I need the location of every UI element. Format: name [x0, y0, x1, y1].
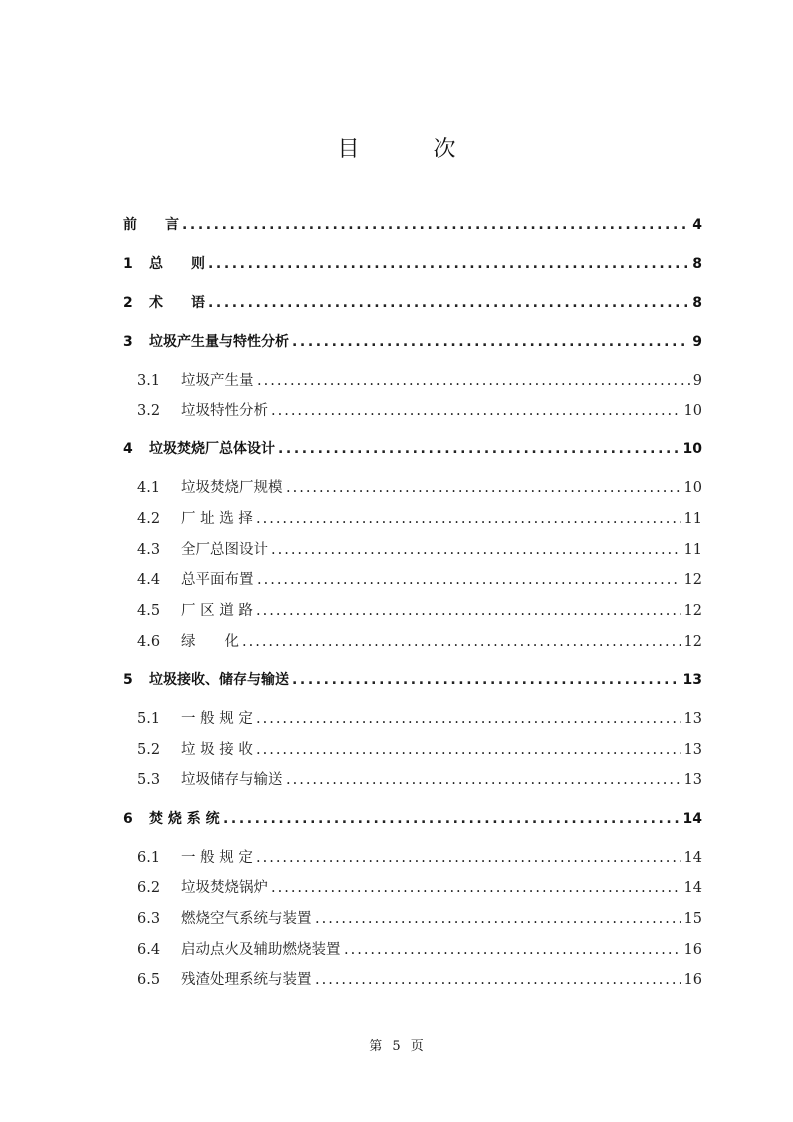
toc-entry-number: 6.1: [137, 850, 161, 866]
toc-entry-number: 4.4: [137, 572, 161, 588]
toc-entry-title: [137, 738, 256, 762]
toc-entry[interactable]: [0, 876, 793, 900]
toc-leader-dots: [256, 599, 681, 623]
toc-entry[interactable]: [0, 846, 793, 870]
toc-entry[interactable]: [0, 213, 793, 237]
toc-entry-title: [137, 938, 344, 962]
toc-entry-number: 6.4: [137, 942, 161, 958]
toc-entry-label: 垃 圾 接 收: [181, 742, 253, 758]
toc-entry-page-number: 10: [681, 399, 702, 423]
footer-page-number: 5: [392, 1039, 401, 1054]
toc-leader-dots: [292, 668, 680, 692]
toc-entry-label: 绿 化: [181, 634, 239, 650]
toc-entry-page-number: 10: [681, 476, 702, 500]
toc-entry-number: 4.2: [137, 511, 161, 527]
toc-entry-page-number: 4: [689, 213, 702, 237]
toc-entry-page-number: 16: [681, 968, 702, 992]
toc-entry-number: 3.2: [137, 403, 161, 419]
toc-entry[interactable]: [0, 252, 793, 276]
toc-leader-dots: [256, 846, 681, 870]
toc-entry-number: 5.2: [137, 742, 161, 758]
toc-entry[interactable]: [0, 630, 793, 654]
toc-leader-dots: [271, 538, 681, 562]
toc-entry-title: [123, 291, 208, 315]
toc-leader-dots: [315, 907, 681, 931]
toc-entry-number: 4: [123, 441, 133, 457]
toc-entry-label: 垃圾焚烧厂总体设计: [149, 441, 275, 457]
toc-entry-title: [123, 252, 208, 276]
toc-entry-number: 4.5: [137, 603, 161, 619]
toc-entry-label: 总平面布置: [181, 572, 254, 588]
toc-entry-page-number: 11: [681, 507, 702, 531]
toc-entry-title: [137, 399, 271, 423]
toc-entry-number: 3.1: [137, 373, 161, 389]
toc-leader-dots: [257, 369, 690, 393]
toc-entry-page-number: 15: [681, 907, 702, 931]
page-title: 目 次: [337, 137, 482, 162]
toc-entry-page-number: 16: [681, 938, 702, 962]
toc-entry-number: 5.3: [137, 772, 161, 788]
toc-entry-title: [137, 630, 242, 654]
toc-entry-label: 垃圾焚烧锅炉: [181, 880, 268, 896]
toc-entry-label: 垃圾特性分析: [181, 403, 268, 419]
toc-entry-page-number: 8: [689, 252, 702, 276]
toc-entry-title: [137, 599, 256, 623]
toc-entry-title: [137, 507, 256, 531]
toc-leader-dots: [257, 568, 681, 592]
toc-entry-title: [137, 538, 271, 562]
toc-entry-label: 厂 址 选 择: [181, 511, 253, 527]
toc-entry[interactable]: [0, 807, 793, 831]
toc-entry-page-number: 13: [681, 768, 702, 792]
toc-entry-label: 一 般 规 定: [181, 850, 253, 866]
toc-entry-page-number: 14: [681, 846, 702, 870]
toc-entry[interactable]: [0, 938, 793, 962]
toc-entry-label: 垃圾接收、储存与输送: [149, 672, 289, 688]
toc-entry-number: 3: [123, 334, 133, 350]
toc-entry-page-number: 11: [681, 538, 702, 562]
toc-leader-dots: [315, 968, 681, 992]
toc-entry-label: 垃圾产生量: [181, 373, 254, 389]
toc-entry[interactable]: [0, 968, 793, 992]
toc-entry-page-number: 13: [680, 668, 702, 692]
toc-entry-page-number: 12: [681, 568, 702, 592]
toc-entry-label: 一 般 规 定: [181, 711, 253, 727]
page-footer: [0, 1035, 793, 1054]
toc-entry-label: 垃圾产生量与特性分析: [149, 334, 289, 350]
toc-entry-label: 前 言: [123, 217, 179, 233]
toc-leader-dots: [271, 876, 681, 900]
toc-entry[interactable]: [0, 369, 793, 393]
toc-entry-label: 启动点火及辅助燃烧装置: [181, 942, 341, 958]
toc-entry[interactable]: [0, 399, 793, 423]
toc-leader-dots: [286, 768, 681, 792]
toc-leader-dots: [271, 399, 681, 423]
toc-entry-title: [123, 330, 292, 354]
toc-entry-number: 4.6: [137, 634, 161, 650]
toc-entry[interactable]: [0, 599, 793, 623]
toc-entry-title: [137, 846, 256, 870]
toc-entry-number: 4.3: [137, 542, 161, 558]
toc-entry-label: 术 语: [149, 295, 205, 311]
footer-suffix: 页: [410, 1039, 424, 1054]
toc-entry-title: [137, 768, 286, 792]
toc-entry-number: 5.1: [137, 711, 161, 727]
toc-leader-dots: [278, 437, 680, 461]
toc-leader-dots: [286, 476, 681, 500]
toc-entry-page-number: 9: [689, 330, 702, 354]
toc-entry[interactable]: [0, 568, 793, 592]
toc-leader-dots: [242, 630, 681, 654]
toc-entry-page-number: 13: [681, 707, 702, 731]
toc-leader-dots: [256, 738, 681, 762]
toc-entry[interactable]: [0, 291, 793, 315]
toc-entry-number: 6.2: [137, 880, 161, 896]
toc-leader-dots: [292, 330, 689, 354]
toc-entry-title: [137, 876, 271, 900]
toc-entry[interactable]: [0, 538, 793, 562]
toc-entry-page-number: 14: [681, 876, 702, 900]
toc-entry[interactable]: [0, 768, 793, 792]
toc-entry-label: 焚 烧 系 统: [149, 811, 220, 827]
toc-entry-label: 总 则: [149, 256, 205, 272]
toc-entry-page-number: 8: [689, 291, 702, 315]
toc-entry-number: 5: [123, 672, 133, 688]
toc-entry-page-number: 12: [681, 599, 702, 623]
toc-entry-page-number: 9: [690, 369, 702, 393]
toc-entry-number: 6.3: [137, 911, 161, 927]
toc-entry-number: 6: [123, 811, 133, 827]
toc-entry-title: [123, 807, 223, 831]
toc-entry-title: [137, 907, 315, 931]
toc-entry[interactable]: [0, 738, 793, 762]
footer-prefix: 第: [369, 1039, 383, 1054]
toc-entry[interactable]: [0, 707, 793, 731]
toc-entry-number: 4.1: [137, 480, 161, 496]
toc-entry-label: 残渣处理系统与装置: [181, 972, 312, 988]
toc-entry-page-number: 10: [680, 437, 702, 461]
toc-entry[interactable]: [0, 668, 793, 692]
toc-leader-dots: [208, 291, 689, 315]
toc-entry-title: [137, 707, 256, 731]
toc-entry[interactable]: [0, 437, 793, 461]
toc-entry-page-number: 14: [680, 807, 702, 831]
toc-entry-title: [123, 213, 182, 237]
toc-leader-dots: [223, 807, 680, 831]
toc-entry-title: [123, 668, 292, 692]
toc-entry-label: 全厂总图设计: [181, 542, 268, 558]
toc-entry-page-number: 12: [681, 630, 702, 654]
toc-entry-title: [137, 568, 257, 592]
toc-entry-title: [137, 369, 257, 393]
toc-entry-label: 厂 区 道 路: [181, 603, 253, 619]
toc-leader-dots: [256, 707, 681, 731]
toc-entry-label: 垃圾储存与输送: [181, 772, 283, 788]
toc-leader-dots: [182, 213, 689, 237]
toc-entry-title: [137, 476, 286, 500]
toc-entry-number: 1: [123, 256, 133, 272]
toc-entry[interactable]: [0, 476, 793, 500]
toc-entry-title: [137, 968, 315, 992]
toc-entry-number: 2: [123, 295, 133, 311]
toc-entry-label: 垃圾焚烧厂规模: [181, 480, 283, 496]
toc-entry-page-number: 13: [681, 738, 702, 762]
toc-entry[interactable]: [0, 907, 793, 931]
toc-entry[interactable]: [0, 330, 793, 354]
toc-entry-number: 6.5: [137, 972, 161, 988]
toc-leader-dots: [344, 938, 681, 962]
toc-leader-dots: [256, 507, 681, 531]
toc-entry[interactable]: [0, 507, 793, 531]
toc-leader-dots: [208, 252, 689, 276]
toc-entry-title: [123, 437, 278, 461]
toc-entry-label: 燃烧空气系统与装置: [181, 911, 312, 927]
